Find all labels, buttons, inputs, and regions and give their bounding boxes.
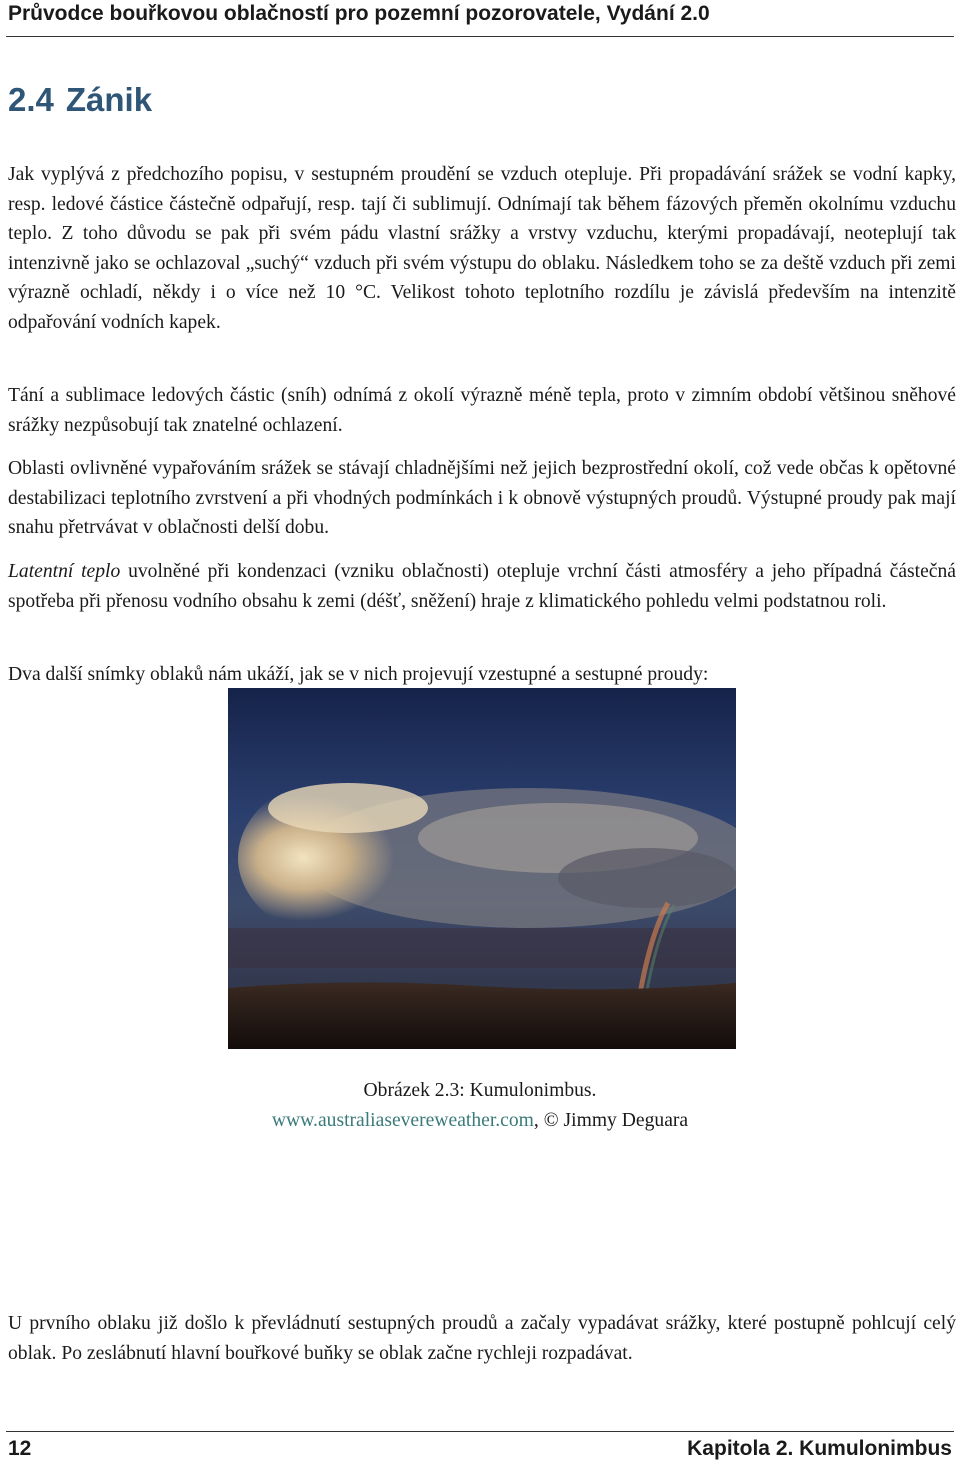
cumulonimbus-photo [228, 688, 736, 1049]
page-number: 12 [8, 1437, 32, 1460]
footer-rule [6, 1431, 954, 1432]
figure-caption: Obrázek 2.3: Kumulonimbus. [363, 1080, 597, 1101]
term-latent-heat: Latentní teplo [8, 561, 121, 582]
section-title [8, 80, 152, 120]
paragraph-3: Oblasti ovlivněné vypařováním srážek se stávají chladnějšími než jejich bezprostřední okolí, což vede občas k opětovné destabilizaci teplotního zvrstvení a při vhodných podmínkách i k obnově výstupných proudů. Výstupné proudy pak mají snahu přetrvávat v oblačnosti delší dobu. [8, 458, 956, 538]
paragraph-4 [8, 557, 956, 616]
credit-author: , © Jimmy Deguara [533, 1110, 689, 1131]
paragraph-4-text: uvolněné při kondenzaci (vzniku oblačnosti) otepluje vrchní části atmosféry a jeho případná částečná spotřeba při přenosu vodního obsahu k zemi (déšť, sněžení) hraje z klimatického pohledu velmi podstatnou roli. [8, 561, 956, 612]
paragraph-6: U prvního oblaku již došlo k převládnutí sestupných proudů a začaly vypadávat srážky, které postupně pohlcují celý oblak. Po zeslábnutí hlavní bouřkové buňky se oblak začne rychleji rozpadávat. [8, 1313, 956, 1364]
section-title-text: Zánik [65, 81, 153, 118]
paragraph-5: Dva další snímky oblaků nám ukáží, jak se v nich projevují vzestupné a sestupné proudy: [8, 664, 709, 685]
header-rule [6, 36, 954, 37]
paragraph-2: Tání a sublimace ledových částic (sníh) odnímá z okolí výrazně méně tepla, proto v zimním období většinou sněhové srážky nezpůsobují tak znatelné ochlazení. [8, 385, 956, 436]
credit-link[interactable]: www.australiasevereweather.com [271, 1110, 534, 1131]
paragraph-1: Jak vyplývá z předchozího popisu, v sestupném proudění se vzduch otepluje. Při propadávání srážek se vodní kapky, resp. ledové částice částečně odpařují, resp. tají či sublimují. Odnímají tak během fázových přeměn okolnímu vzduchu teplo. Z toho důvodu se pak při svém pádu vlastní srážky a vrstvy vzduchu, kterými propadávají, neoteplují tak intenzivně jako se ochlazoval „suchý“ vzduch při svém výstupu do oblaku. Následkem toho se za deště vzduch při zemi výrazně ochladí, někdy i o více než 10 °C. Velikost tohoto teplotního rozdílu je závislá především na intenzitě odpařování vodních kapek. [8, 164, 956, 333]
chapter-label: Kapitola 2. Kumulonimbus [687, 1437, 952, 1460]
running-header: Průvodce bouřkovou oblačností pro pozemní pozorovatele, Vydání 2.0 [8, 2, 710, 25]
figure-credit [0, 1106, 960, 1136]
section-number: 2.4 [8, 81, 54, 118]
